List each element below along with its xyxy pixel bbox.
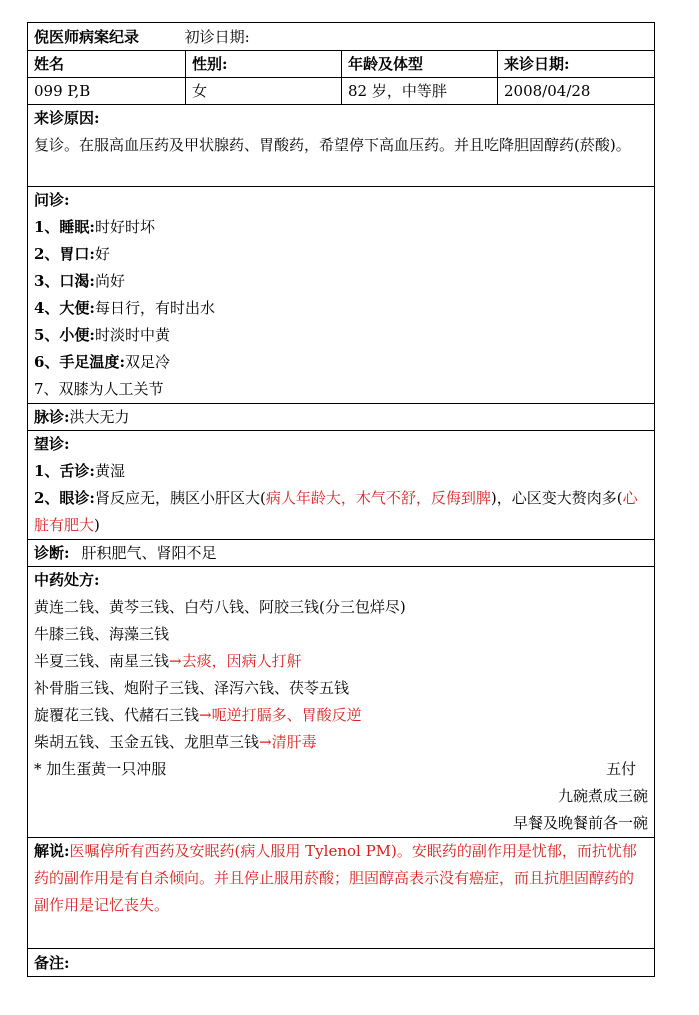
inquiry-item: [34, 295, 648, 322]
diagnosis-text: 肝积肥气、肾阳不足: [81, 544, 217, 562]
observation-row: [28, 431, 655, 540]
tongue-key: 1、舌诊:: [34, 462, 95, 480]
doses: 五付: [606, 760, 637, 778]
inquiry-key: 5、小便:: [34, 326, 95, 344]
herb-note: →呃逆打膈多、胃酸反逆: [199, 706, 362, 724]
reason-label: 来诊原因:: [34, 109, 100, 127]
pulse-label: 脉诊:: [34, 408, 70, 426]
visit-date-header: 来诊日期:: [498, 51, 655, 78]
tongue-value: 黄湿: [94, 462, 125, 480]
prescription-line: 黄连二钱、黄芩三钱、白芍八钱、阿胶三钱(分三包烊尽): [34, 598, 406, 616]
inquiry-key: 1、睡眠:: [34, 218, 95, 236]
inquiry-label: 问诊:: [34, 191, 70, 209]
first-visit-label: 初诊日期:: [184, 27, 250, 46]
herbs: 旋覆花三钱、代赭石三钱: [34, 706, 200, 724]
eye-diagnosis: [34, 485, 648, 539]
prescription-line: [34, 648, 648, 675]
inquiry-row: [28, 187, 655, 404]
prescription-label: 中药处方:: [34, 571, 100, 589]
patient-sex: 女: [186, 78, 342, 105]
remarks-label: 备注:: [34, 953, 70, 972]
explanation-text: 医嘱停所有西药及安眠药(病人服用 Tylenol PM)。安眠药的副作用是忧郁，而抗忧郁药的副作用是有自杀倾向。并且停止服用菸酸；胆固醇高表示没有癌症，而且抗胆固醇药的副作用是记忆丧失。: [34, 842, 637, 914]
pulse-row: [28, 404, 655, 431]
herbs: 半夏三钱、南星三钱: [34, 652, 170, 670]
eye-text: ): [94, 516, 100, 534]
eye-note: 病人年龄大，木气不舒，反侮到脾: [265, 489, 491, 507]
prescription-row: [28, 567, 655, 838]
explanation: [34, 838, 648, 919]
reason-text: 复诊。在服高血压药及甲状腺药、胃酸药，希望停下高血压药。并且吃降胆固醇药(菸酸)。: [34, 136, 631, 154]
take-instruction: 早餐及晚餐前各一碗: [513, 814, 649, 832]
inquiry-item: [34, 241, 648, 268]
observation-label: 望诊:: [34, 435, 70, 453]
inquiry-item: [34, 322, 648, 349]
inquiry-item: [34, 349, 648, 376]
inquiry-item: [34, 268, 648, 295]
record-table: [27, 22, 655, 977]
diagnosis-row: [28, 540, 655, 567]
pulse-text: 洪大无力: [69, 408, 130, 426]
prescription-line: [34, 702, 648, 729]
inquiry-value: 每日行，有时出水: [94, 299, 215, 317]
patient-visit-date: 2008/04/28: [498, 78, 655, 105]
age-build-header: 年龄及体型: [342, 51, 498, 78]
prescription-line: 补骨脂三钱、炮附子三钱、泽泻六钱、茯苓五钱: [34, 679, 350, 697]
herbs: 柴胡五钱、玉金五钱、龙胆草三钱: [34, 733, 260, 751]
prescription-line: [34, 729, 648, 756]
herb-note: →清肝毒: [259, 733, 317, 751]
patient-name: 099 P,B: [28, 78, 186, 105]
inquiry-value: 尚好: [94, 272, 125, 290]
eye-key: 2、眼诊:: [34, 489, 95, 507]
sex-header: 性别:: [186, 51, 342, 78]
explanation-label: 解说:: [34, 842, 70, 860]
tongue-diagnosis: [34, 458, 648, 485]
inquiry-key: 3、口渴:: [34, 272, 95, 290]
title-row: [28, 23, 655, 51]
herb-note: →去痰，因病人打鼾: [169, 652, 302, 670]
prescription-line: [34, 756, 648, 783]
egg-yolk-note: * 加生蛋黄一只冲服: [34, 760, 167, 778]
boil-instruction: 九碗煮成三碗: [558, 787, 649, 805]
name-header: 姓名: [28, 51, 186, 78]
header-row: [28, 51, 655, 78]
inquiry-value: 时淡时中黄: [94, 326, 170, 344]
inquiry-item-7: 7、双膝为人工关节: [34, 380, 164, 398]
record-title: 倪医师病案纪录: [34, 27, 140, 46]
eye-text: 肾反应无，胰区小肝区大(: [94, 489, 266, 507]
eye-text: )，心区变大赘肉多(: [490, 489, 623, 507]
inquiry-item: [34, 214, 648, 241]
inquiry-value: 时好时坏: [94, 218, 155, 236]
patient-row: [28, 78, 655, 105]
remarks-row: [28, 949, 655, 977]
medical-record: [27, 22, 654, 977]
diagnosis-label: 诊断:: [34, 544, 70, 562]
inquiry-key: 6、手足温度:: [34, 353, 125, 371]
inquiry-key: 4、大便:: [34, 299, 95, 317]
inquiry-value: 好: [94, 245, 110, 263]
eye-note: 心脏有肥大: [34, 489, 638, 534]
inquiry-value: 双足冷: [124, 353, 170, 371]
explanation-row: [28, 838, 655, 949]
reason-row: [28, 105, 655, 187]
inquiry-key: 2、胃口:: [34, 245, 95, 263]
prescription-line: 牛膝三钱、海藻三钱: [34, 625, 170, 643]
patient-age-build: 82 岁，中等胖: [342, 78, 498, 105]
